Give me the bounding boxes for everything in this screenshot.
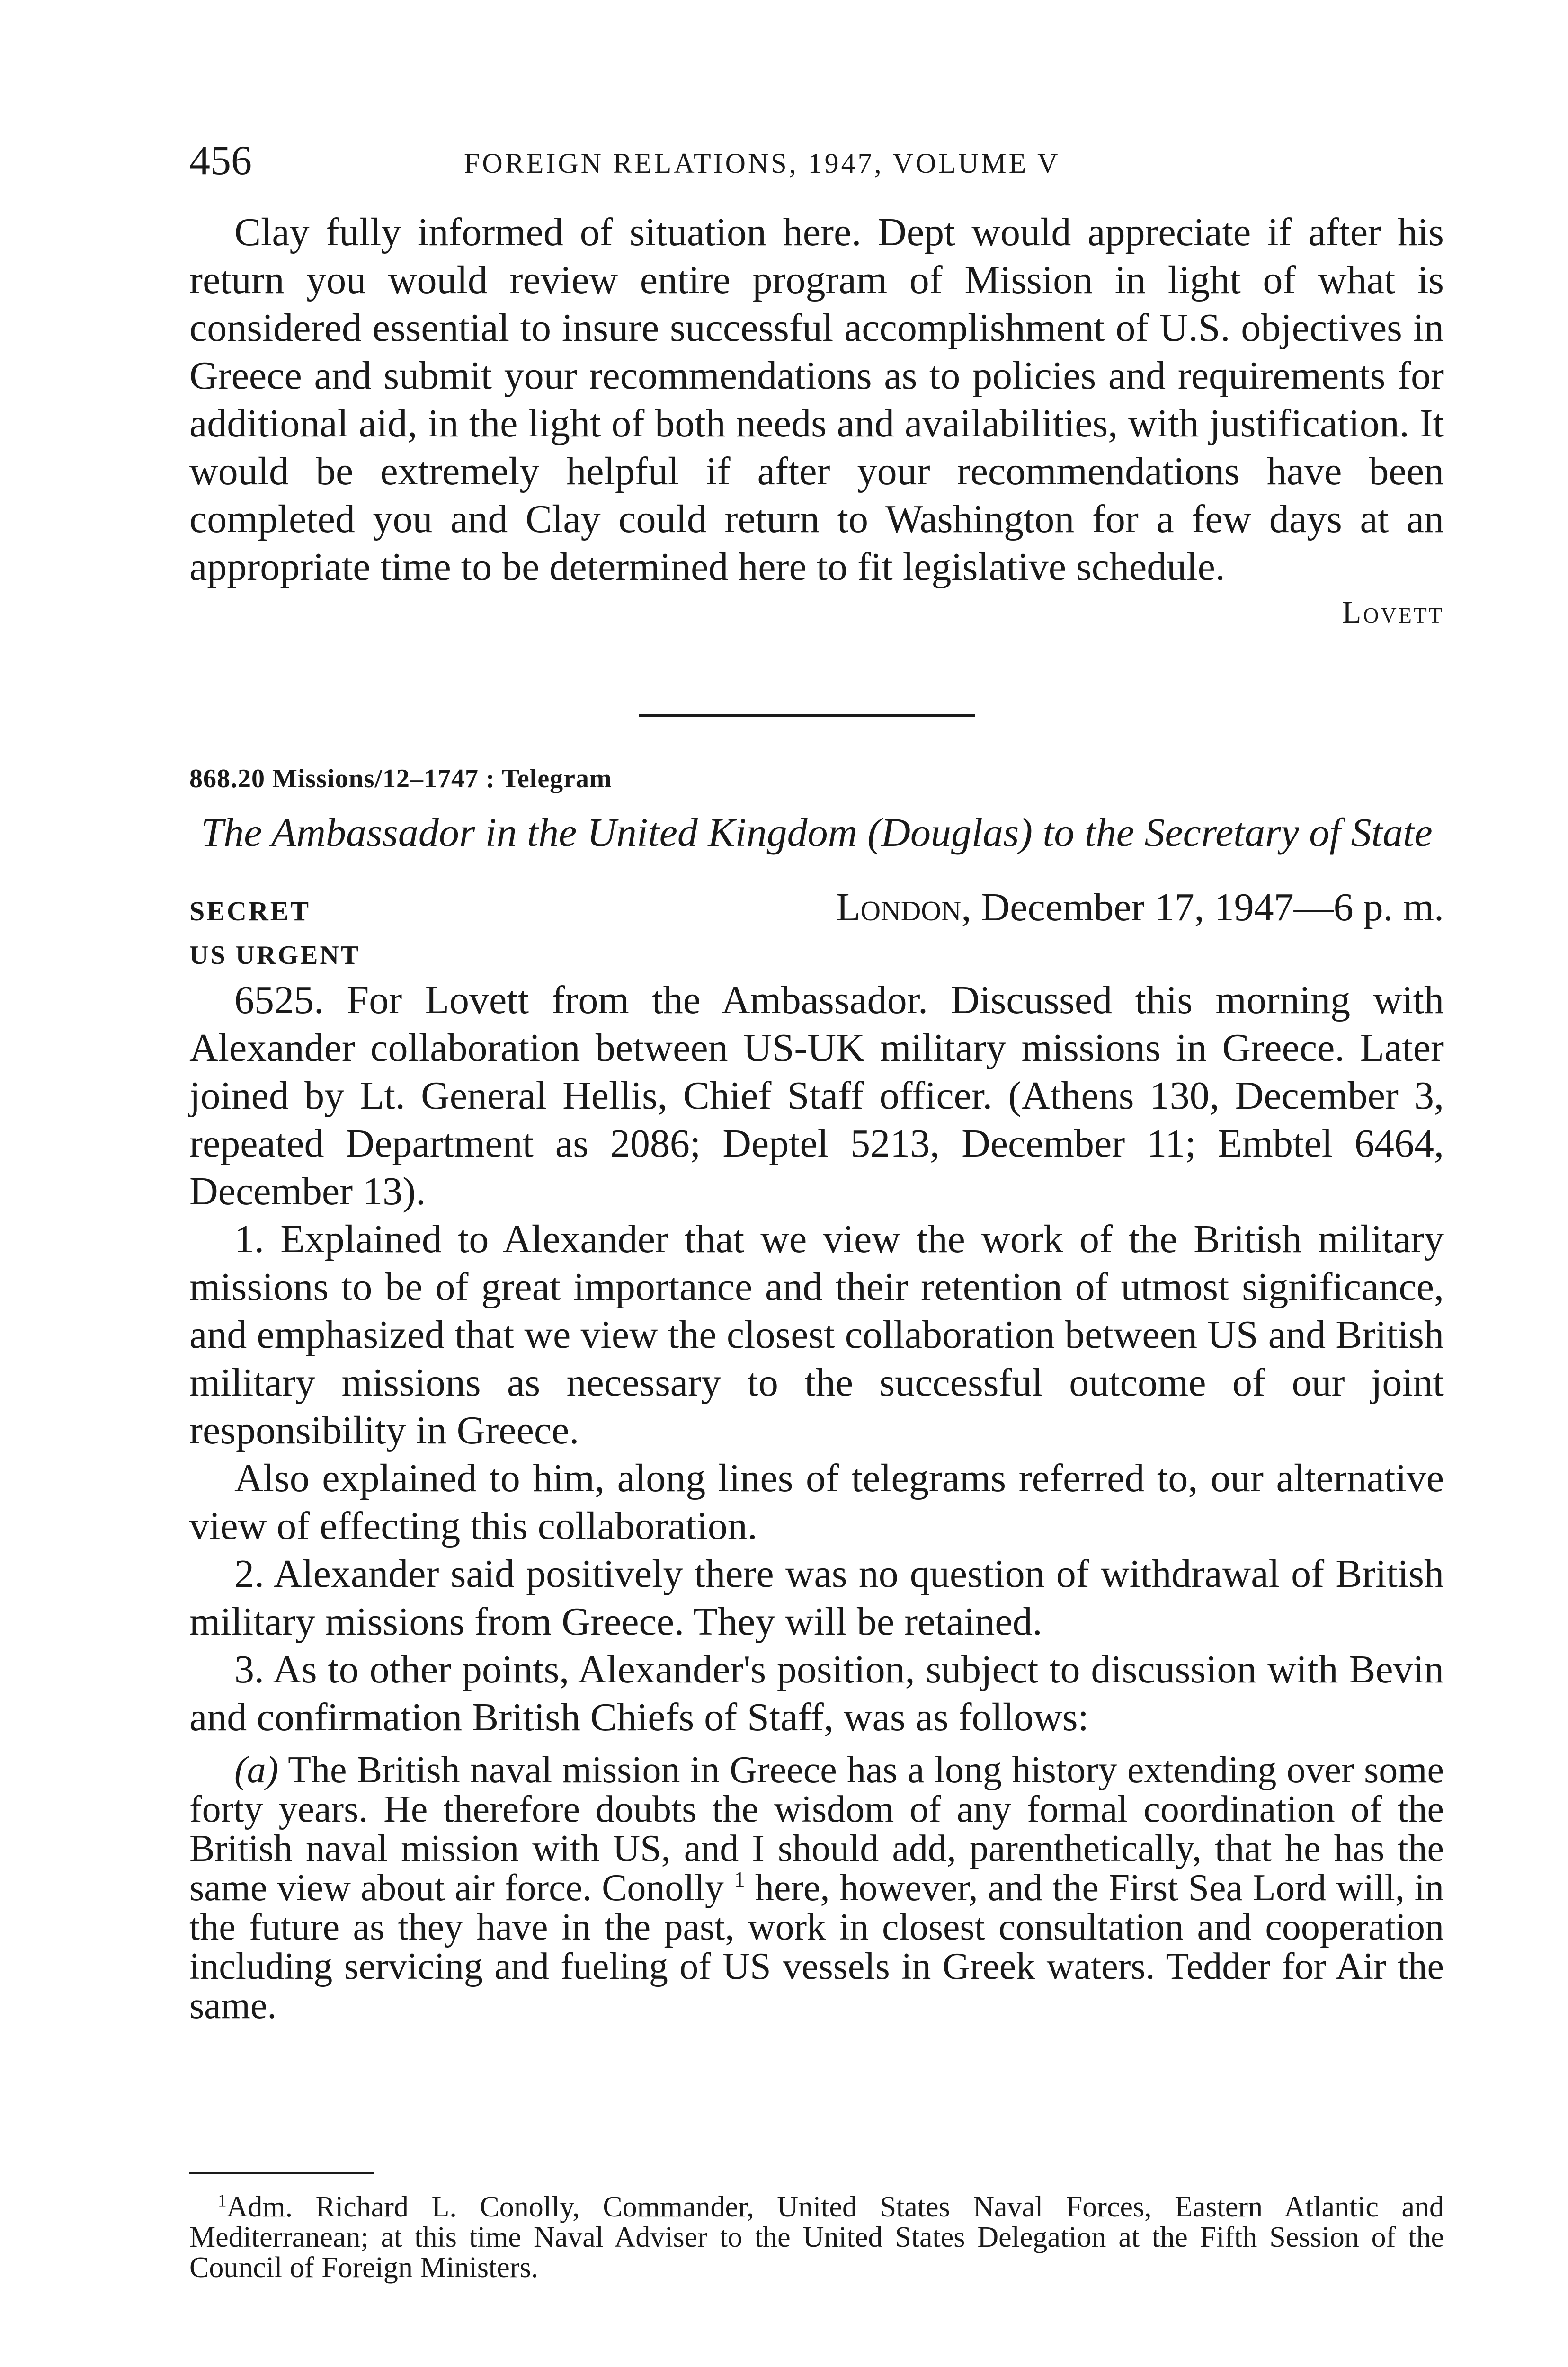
footnote bbox=[189, 2192, 1444, 2283]
point-a-paragraph bbox=[189, 1751, 1444, 2026]
telegram-paragraph: 1. Explained to Alexander that we view the work of the British military missions to be of great importance and their retention of utmost significance, and emphasized that we view the closest collaboration between US and British military missions as necessary to the successful outcome of our joint responsibility in Greece. bbox=[189, 1217, 1444, 1452]
document-title: The Ambassador in the United Kingdom (Douglas) to the Secretary of State bbox=[201, 810, 1433, 855]
page-header bbox=[189, 135, 1444, 187]
point-a-text-continued: here, however, and the First Sea Lord will, in the future as they have in the past, work in closest consultation and cooperation including servicing and fueling of US vessels in Greek waters. Tedder for Air the same. bbox=[189, 1867, 1444, 2027]
dateline-date: December 17, 1947—6 p. m. bbox=[981, 885, 1444, 929]
telegram-paragraph: 3. As to other points, Alexander's position, subject to discussion with Bevin and confirmation British Chiefs of Staff, was as follows: bbox=[189, 1647, 1444, 1739]
footnote-divider bbox=[189, 2172, 374, 2174]
running-head: FOREIGN RELATIONS, 1947, VOLUME V bbox=[464, 148, 1060, 179]
telegram-document bbox=[189, 762, 1444, 2026]
page-number: 456 bbox=[189, 138, 252, 184]
dateline-row bbox=[189, 884, 1444, 936]
telegram-paragraph: Also explained to him, along lines of telegrams referred to, our alternative view of effecting this collaboration. bbox=[189, 1456, 1444, 1548]
file-reference: 868.20 Missions/12–1747 : Telegram bbox=[189, 764, 612, 793]
telegram-paragraph: 2. Alexander said positively there was no question of withdrawal of British military missions from Greece. They will be retained. bbox=[189, 1552, 1444, 1644]
signature: Lovett bbox=[1342, 595, 1444, 630]
footnote-reference: 1 bbox=[733, 1867, 745, 1893]
telegram-paragraph: 6525. For Lovett from the Ambassador. Discussed this morning with Alexander collaboration between US-UK military missions in Greece. Later joined by Lt. General Hellis, Chief Staff officer. (Athens 130, December 3, repeated Department as 2086; Deptel 5213, December 11; Embtel 6464, December 13). bbox=[189, 978, 1444, 1213]
urgency-marking: US URGENT bbox=[189, 941, 361, 970]
point-a-text: The British naval mission in Greece has a long history extending over some forty years. He therefore doubts the wisdom of any formal coordination of the British naval mission with US, and I should add, parenthetically, that he has the same view about air force. Conolly bbox=[189, 1749, 1444, 1909]
dateline bbox=[836, 884, 1444, 930]
point-a-label: (a) bbox=[234, 1749, 279, 1791]
previous-document-continuation bbox=[189, 208, 1444, 631]
section-divider bbox=[639, 714, 975, 717]
footnote-text: Adm. Richard L. Conolly, Commander, United States Naval Forces, Eastern Atlantic and Mediterranean; at this time Naval Adviser to the United States Delegation at the Fifth Session of the Council of Foreign Ministers. bbox=[189, 2191, 1444, 2284]
continuation-paragraph: Clay fully informed of situation here. Dept would appreciate if after his return you would review entire program of Mission in light of what is considered essential to insure successful accomplishment of U.S. objectives in Greece and submit your recommendations as to policies and requirements for additional aid, in the light of both needs and availabilities, with justification. It would be extremely helpful if after your recommendations have been completed you and Clay could return to Washington for a few days at an appropriate time to be determined here to fit legislative schedule. bbox=[189, 210, 1444, 589]
classification: SECRET bbox=[189, 896, 311, 926]
footnote-marker: 1 bbox=[218, 2191, 227, 2211]
footnotes bbox=[189, 2192, 1444, 2283]
dateline-place: London, bbox=[836, 885, 971, 929]
